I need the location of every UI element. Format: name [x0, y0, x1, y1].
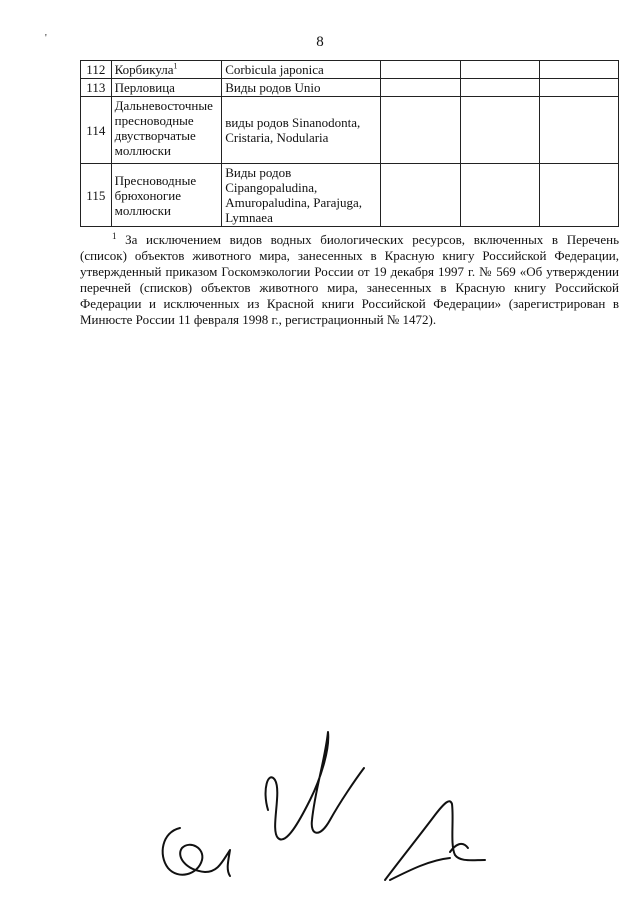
table-row	[81, 97, 619, 164]
table-row	[81, 79, 619, 97]
latin-name: Виды родов Unio	[222, 79, 381, 97]
footnote-ref: 1	[173, 61, 178, 71]
latin-name: Corbicula japonica	[222, 61, 381, 79]
empty-cell	[539, 61, 618, 79]
empty-cell	[381, 164, 460, 227]
empty-cell	[460, 61, 539, 79]
empty-cell	[381, 79, 460, 97]
signature-middle	[266, 732, 364, 839]
empty-cell	[381, 61, 460, 79]
empty-cell	[460, 97, 539, 164]
empty-cell	[460, 164, 539, 227]
table-row	[81, 61, 619, 79]
row-number: 114	[81, 97, 112, 164]
page-number: 8	[316, 34, 324, 50]
footnote-text: За исключением видов водных биологических ресурсов, включенных в Перечень (список) объектов животного мира, занесенных в Красную книгу Российской Федерации, утвержденный приказом Госкомэкологии России от 19 декабря 1997 г. № 569 «Об утверждении перечней (списков) объектов животного мира, занесенных в Красную книгу Российской Федерации и исключенных из Красной книги Российской Федерации» (зарегистрирован в Минюсте России 11 февраля 1998 г., регистрационный № 1472).	[80, 232, 619, 327]
empty-cell	[381, 97, 460, 164]
row-number: 112	[81, 61, 112, 79]
empty-cell	[539, 164, 618, 227]
signature-left	[163, 828, 230, 876]
row-number: 115	[81, 164, 112, 227]
table-row	[81, 164, 619, 227]
common-name: Перловица	[111, 79, 222, 97]
handwritten-signatures	[150, 720, 510, 900]
species-table	[80, 60, 619, 227]
common-name: Дальневосточные пресноводные двустворчатые моллюски	[111, 97, 222, 164]
footnote	[80, 232, 619, 328]
margin-mark: '	[45, 33, 47, 44]
empty-cell	[539, 79, 618, 97]
footnote-marker: 1	[112, 231, 117, 241]
latin-name: виды родов Sinanodonta, Cristaria, Nodularia	[222, 97, 381, 164]
row-number: 113	[81, 79, 112, 97]
latin-name: Виды родов Cipangopaludina, Amuropaludina, Parajuga, Lymnaea	[222, 164, 381, 227]
empty-cell	[539, 97, 618, 164]
signature-right	[385, 801, 485, 880]
common-name: Пресноводные брюхоногие моллюски	[111, 164, 222, 227]
empty-cell	[460, 79, 539, 97]
common-name: Корбикула$^1$	[111, 61, 222, 79]
